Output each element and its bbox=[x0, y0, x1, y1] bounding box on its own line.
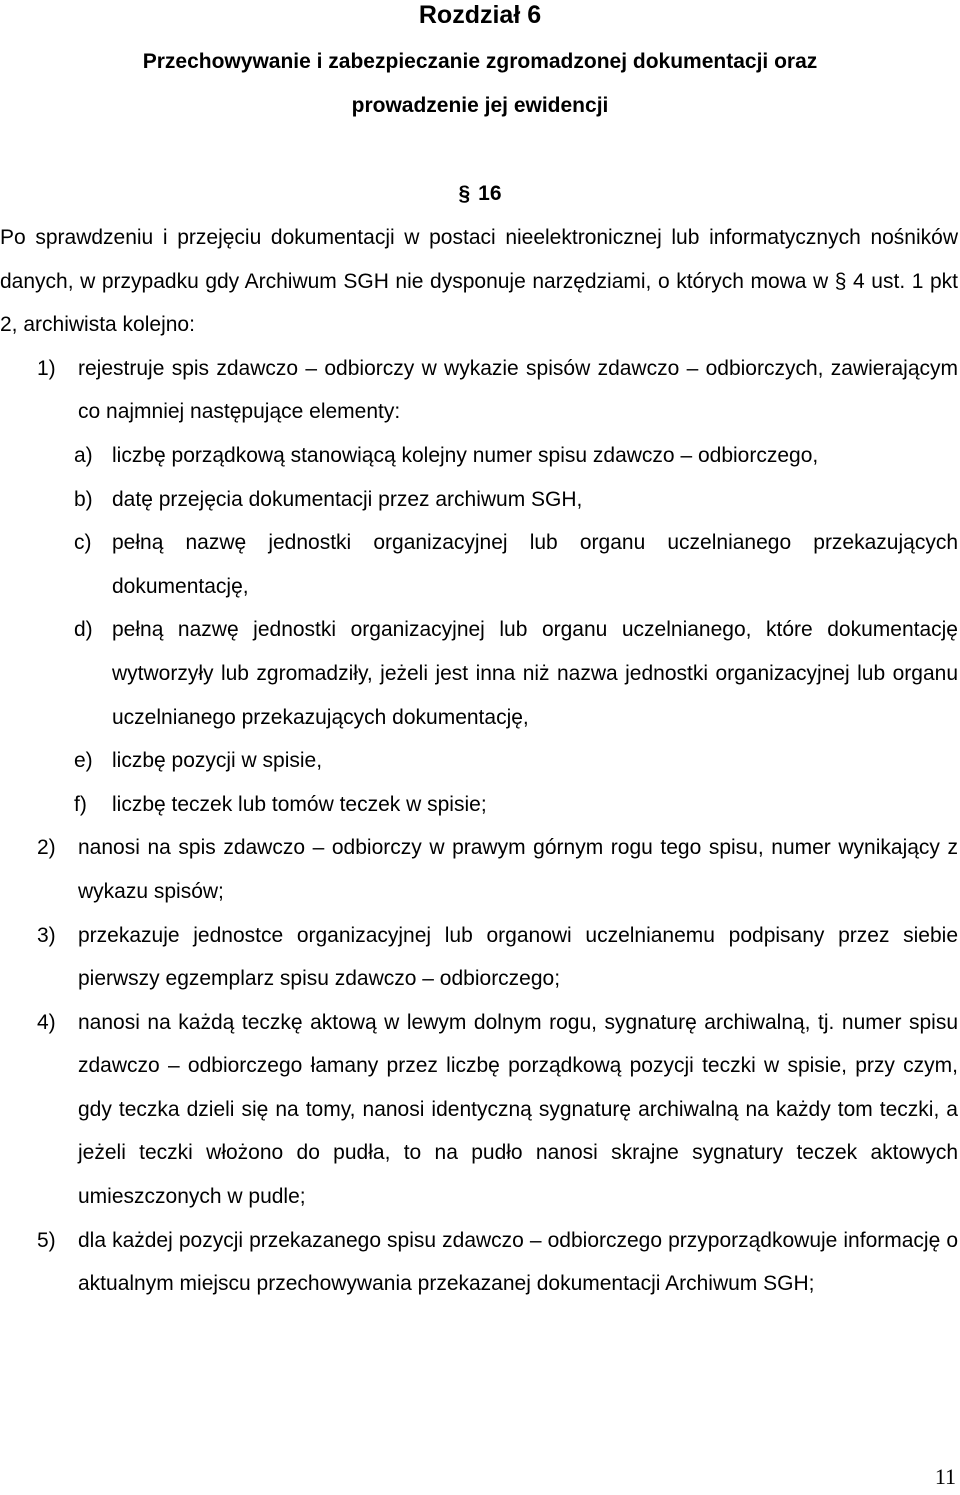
intro-paragraph: Po sprawdzeniu i przejęciu dokumentacji w postaci nieelektronicznej lub informatycznych nośników danych, w przypadku gdy Archiwum SGH nie dysponuje narzędziami, o których mowa w § 4 ust. 1 pkt 2, archiwista kolejno: bbox=[0, 226, 958, 337]
sub-list-item-text: liczbę teczek lub tomów teczek w spisie; bbox=[112, 792, 487, 816]
list-item-text: przekazuje jednostce organizacyjnej lub organowi uczelnianemu podpisany przez siebie pierwszy egzemplarz spisu zdawczo – odbiorczego; bbox=[78, 923, 958, 991]
section-symbol: § bbox=[458, 182, 471, 205]
chapter-subtitle-line-1: Przechowywanie i zabezpieczanie zgromadzonej dokumentacji oraz bbox=[142, 50, 818, 73]
page-number: 11 bbox=[934, 1464, 956, 1489]
sub-list-item-text: pełną nazwę jednostki organizacyjnej lub organu uczelnianego przekazujących dokumentację, bbox=[112, 531, 958, 598]
sub-list-item-letter: f) bbox=[74, 792, 87, 816]
sub-list-item bbox=[0, 783, 958, 827]
list-item-text: rejestruje spis zdawczo – odbiorczy w wykazie spisów zdawczo – odbiorczych, zawierającym co najmniej następujące elementy: bbox=[78, 356, 958, 424]
list-item bbox=[0, 914, 958, 1001]
list-item bbox=[0, 1219, 958, 1306]
sub-list-item bbox=[0, 478, 958, 522]
section-heading bbox=[0, 172, 960, 216]
sub-list-item-letter: e) bbox=[74, 749, 93, 773]
sub-list-item-text: datę przejęcia dokumentacji przez archiwum SGH, bbox=[112, 487, 583, 511]
list-item-text: dla każdej pozycji przekazanego spisu zdawczo – odbiorczego przyporządkowuje informację o aktualnym miejscu przechowywania przekazanej dokumentacji Archiwum SGH; bbox=[78, 1228, 958, 1296]
sub-list-item bbox=[0, 521, 958, 608]
chapter-subtitle-line-2: prowadzenie jej ewidencji bbox=[351, 94, 609, 117]
list-item-number: 5) bbox=[37, 1228, 56, 1252]
list-item-text: nanosi na każdą teczkę aktową w lewym dolnym rogu, sygnaturę archiwalną, tj. numer spisu zdawczo – odbiorczego łamany przez liczbę porządkową pozycji teczki w spisie, przy czym, gdy teczka dzieli się na tomy, nanosi identyczną sygnaturę archiwalną na każdy tom teczki, a jeżeli teczki włożono do pudła, to na pudło nanosi skrajne sygnatury teczek aktowych umieszczonych w pudle; bbox=[78, 1010, 958, 1209]
list-item-number: 3) bbox=[37, 923, 56, 947]
section-content bbox=[0, 216, 958, 1306]
section-number: 16 bbox=[478, 182, 502, 205]
list-item bbox=[0, 1001, 958, 1219]
sub-list-item-text: pełną nazwę jednostki organizacyjnej lub organu uczelnianego, które dokumentację wytworzyły lub zgromadziły, jeżeli jest inna niż nazwa jednostki organizacyjnej lub organu uczelnianego przekazujących dokumentację, bbox=[112, 618, 958, 729]
sub-list-item-letter: a) bbox=[74, 443, 93, 467]
sub-list-item bbox=[0, 739, 958, 783]
sub-list-item-letter: d) bbox=[74, 618, 93, 642]
list-item-number: 1) bbox=[37, 356, 56, 380]
list-item bbox=[0, 826, 958, 913]
chapter-title: Rozdział 6 bbox=[418, 1, 542, 29]
sub-list-item bbox=[0, 434, 958, 478]
sub-list-item bbox=[0, 608, 958, 739]
list-item-text: nanosi na spis zdawczo – odbiorczy w prawym górnym rogu tego spisu, numer wynikający z wykazu spisów; bbox=[78, 836, 958, 903]
sub-list-item-text: liczbę pozycji w spisie, bbox=[112, 749, 323, 773]
sub-list-item-text: liczbę porządkową stanowiącą kolejny numer spisu zdawczo – odbiorczego, bbox=[112, 443, 819, 467]
sub-list-item-letter: b) bbox=[74, 487, 93, 511]
list-item bbox=[0, 347, 958, 434]
sub-list-item-letter: c) bbox=[74, 531, 92, 555]
list-item-number: 4) bbox=[37, 1010, 56, 1034]
list-item-number: 2) bbox=[37, 836, 56, 860]
